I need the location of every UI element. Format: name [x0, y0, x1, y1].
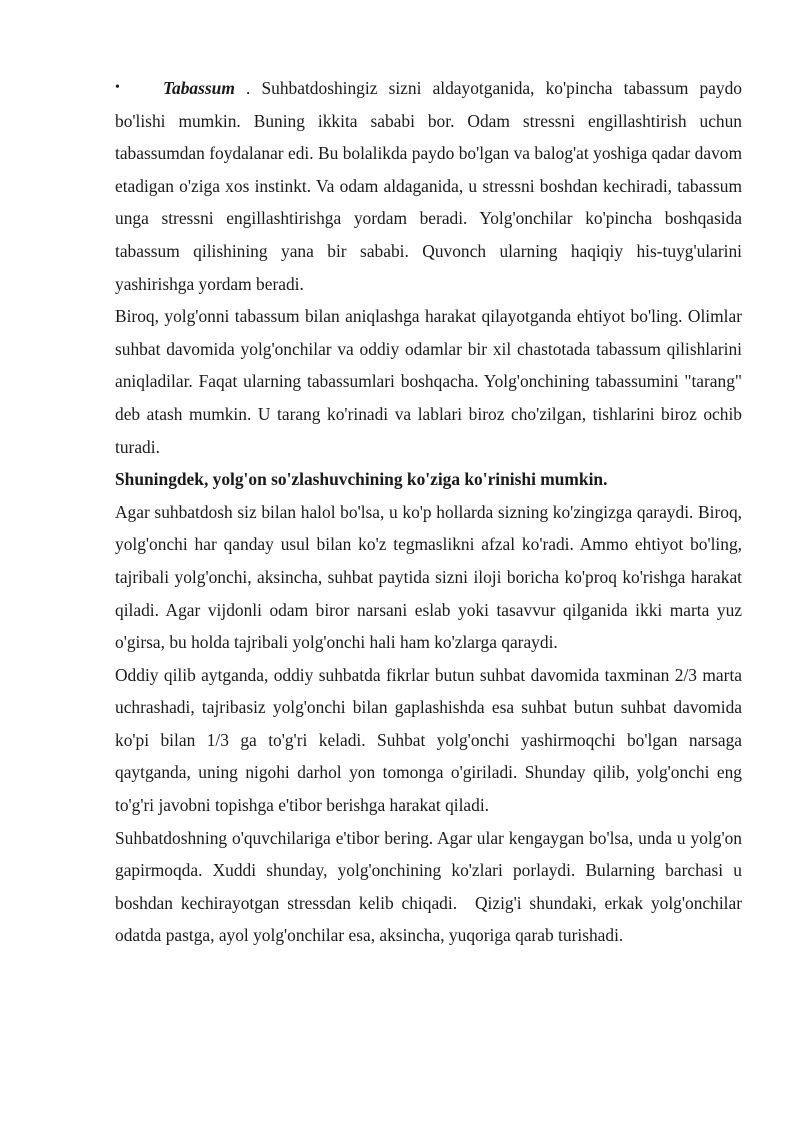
paragraph-6-text: Qizig'i shundaki, erkak yolg'onchilar odatda pastga, ayol yolg'onchilar esa, aksincha, yuqoriga qarab turishadi.: [115, 892, 742, 946]
paragraph-5: [115, 822, 742, 952]
paragraph-3: Agar suhbatdosh siz bilan halol bo'lsa, u ko'p hollarda sizning ko'zingizga qaraydi. Biroq, yolg'onchi har qanday usul bilan ko'z tegmaslikni afzal ko'radi. Ammo ehtiyot bo'ling, tajribali yolg'onchi, aksincha, suhbat paytida sizni iloji boricha ko'proq ko'rishga harakat qiladi. Agar vijdonli odam biror narsani eslab yoki tasavvur qilganida ikki marta yuz o'girsa, bu holda tajribali yolg'onchi hali ham ko'zlarga qaraydi.: [115, 501, 742, 653]
document-page: [115, 72, 742, 952]
bullet-text: . Suhbatdoshingiz sizni aldayotganida, ko'pincha tabassum paydo bo'lishi mumkin. Buning ikkita sababi bor. Odam stressni engillashtirish uchun tabassumdan foydalanar edi. Bu bolalikda paydo bo'lgan va balog'at yoshiga qadar davom etadigan o'ziga xos instinkt. Va odam aldaganida, u stressni boshdan kechiradi, tabassum unga stressni engillashtirishga yordam beradi. Yolg'onchilar ko'pincha boshqasida tabassum qilishining yana bir sababi. Quvonch ularning haqiqiy his-tuyg'ularini yashirishga yordam beradi.: [115, 78, 742, 294]
bullet-icon: •: [115, 80, 120, 95]
paragraph-4: Oddiy qilib aytganda, oddiy suhbatda fikrlar butun suhbat davomida taxminan 2/3 marta uchrashadi, tajribasiz yolg'onchi bilan gaplashishda esa suhbat butun suhbat davomida ko'pi bilan 1/3 ga to'g'ri keladi. Suhbat yolg'onchi yashirmoqchi bo'lgan narsaga qaytganda, uning nigohi darhol yon tomonga o'giriladi. Shunday qilib, yolg'onchi eng to'g'ri javobni topishga e'tibor berishga harakat qiladi.: [115, 664, 742, 816]
paragraph-5-text: Suhbatdoshning o'quvchilariga e'tibor bering. Agar ular kengaygan bo'lsa, unda u yolg'on gapirmoqda. Xuddi shunday, yolg'onchining ko'zlari porlaydi. Bularning barchasi u boshdan kechirayotgan stressdan kelib chiqadi.: [115, 827, 742, 913]
bullet-paragraph: [115, 72, 742, 300]
bullet-term: Tabassum: [163, 78, 235, 98]
section-heading: Shuningdek, yolg'on so'zlashuvchining ko'ziga ko'rinishi mumkin.: [115, 469, 608, 490]
paragraph-2: Biroq, yolg'onni tabassum bilan aniqlashga harakat qilayotganda ehtiyot bo'ling. Olimlar suhbat davomida yolg'onchilar va oddiy odamlar bir xil chastotada tabassum qilishlarini aniqladilar. Faqat ularning tabassumlari boshqacha. Yolg'onchining tabassumini "tarang" deb atash mumkin. U tarang ko'rinadi va lablari biroz cho'zilgan, tishlarini biroz ochib turadi.: [115, 306, 742, 457]
